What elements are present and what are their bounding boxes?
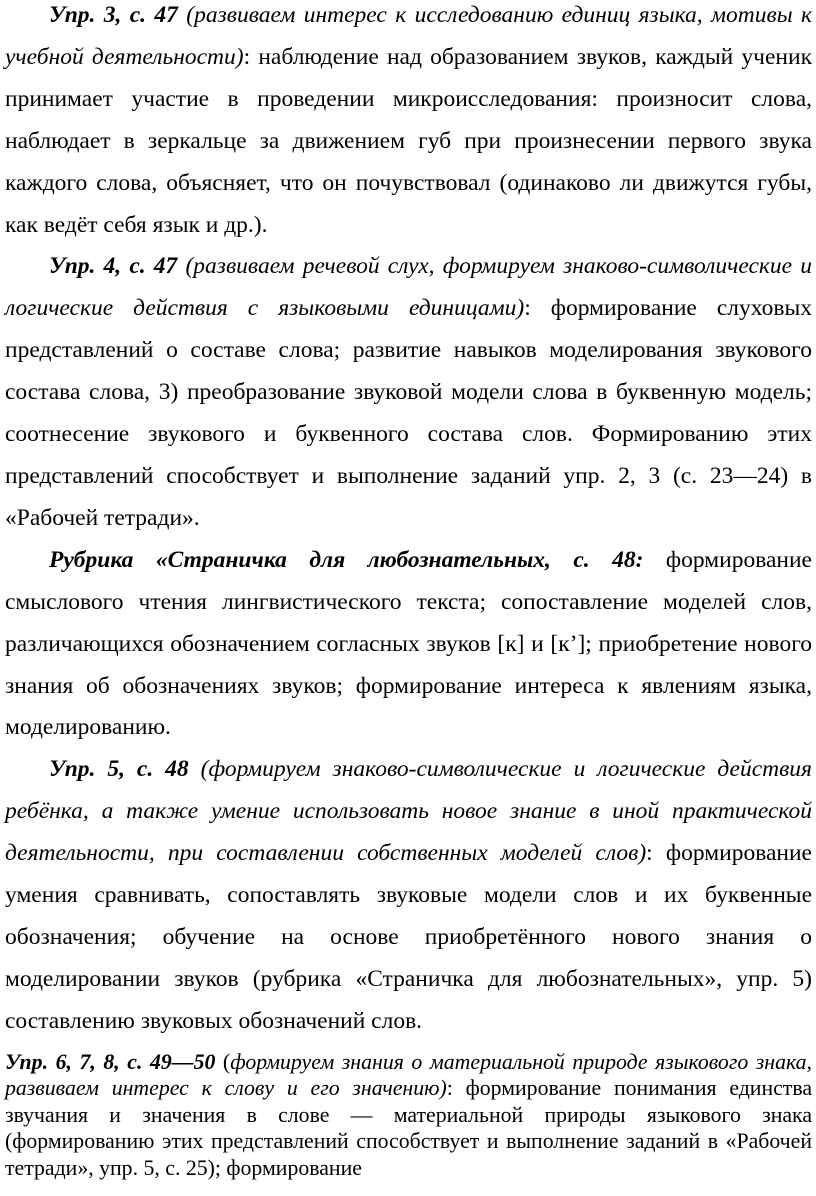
exercise-description: : формирование слуховых представлений о составе слова; развитие навыков моделирования звукового состава слова, 3) преобразование звуковой модели слова в буквенную модель; соотнесение звукового и буквенного состава слов. Формированию этих представлений способствует и выполнение заданий упр. 2, 3 (с. 23—24) в «Рабочей тетради». (5, 295, 813, 531)
paragraph-exercise-5 (0, 749, 816, 1042)
exercise-heading: Упр. 6, 7, 8, с. 49—50 (5, 1049, 216, 1074)
paragraph-exercise-3 (0, 0, 816, 246)
exercise-note: (развиваем интерес к исследованию единиц языка, мотивы к учебной деятельности) (5, 2, 812, 70)
exercise-heading: Упр. 3, с. 47 (49, 2, 178, 28)
rubric-heading: Рубрика «Страничка для любознательных, с. 48: (49, 546, 644, 573)
paragraph-rubric-page-48 (0, 540, 816, 750)
exercise-heading: Упр. 5, с. 48 (49, 756, 189, 783)
exercise-description: : формирование умения сравнивать, сопоставлять звуковые модели слов и их буквенные обозначения; обучение на основе приобретённого нового знания о моделировании звуков (рубрика «Страничка для любознательных», упр. 5) составлению звуковых обозначений слов. (5, 840, 812, 1034)
exercise-note: (формируем знаково-символические и логические действия ребёнка, а также умение использовать новое знание в иной практической деятельности, при составлении собственных моделей слов) (5, 756, 812, 867)
note-open-paren: ( (215, 1049, 231, 1074)
exercise-description: : формирование понимания единства звучания и значения в слове — материальной природы языкового знака (формированию этих представлений способствует и выполнение заданий в «Рабочей тетради», упр. 5, с. 25); формирование (5, 1076, 813, 1180)
paragraph-exercise-4 (0, 246, 816, 539)
exercise-note: формируем знания о материальной природе языкового знака, развиваем интерес к слову и его значению) (5, 1049, 813, 1101)
exercise-heading: Упр. 4, с. 47 (49, 253, 178, 280)
exercise-description: : наблюдение над образованием звуков, каждый ученик принимает участие в проведении микроисследования: произносит слова, наблюдает в зеркальце за движением губ при произнесении первого звука каждого слова, объясняет, что он почувствовал (одинаково ли движутся губы, как ведёт себя язык и др.). (5, 43, 812, 238)
rubric-description: формирование смыслового чтения лингвистического текста; сопоставление моделей слов, различающихся обозначением согласных звуков [к] и [к’]; приобретение нового знания об обозначениях звуков; формирование интереса к явлениям языка, моделированию. (5, 546, 812, 741)
paragraph-exercises-6-7-8 (0, 1049, 816, 1182)
exercise-note: (развиваем речевой слух, формируем знаково-символические и логические действия с языковыми единицами) (5, 253, 812, 322)
